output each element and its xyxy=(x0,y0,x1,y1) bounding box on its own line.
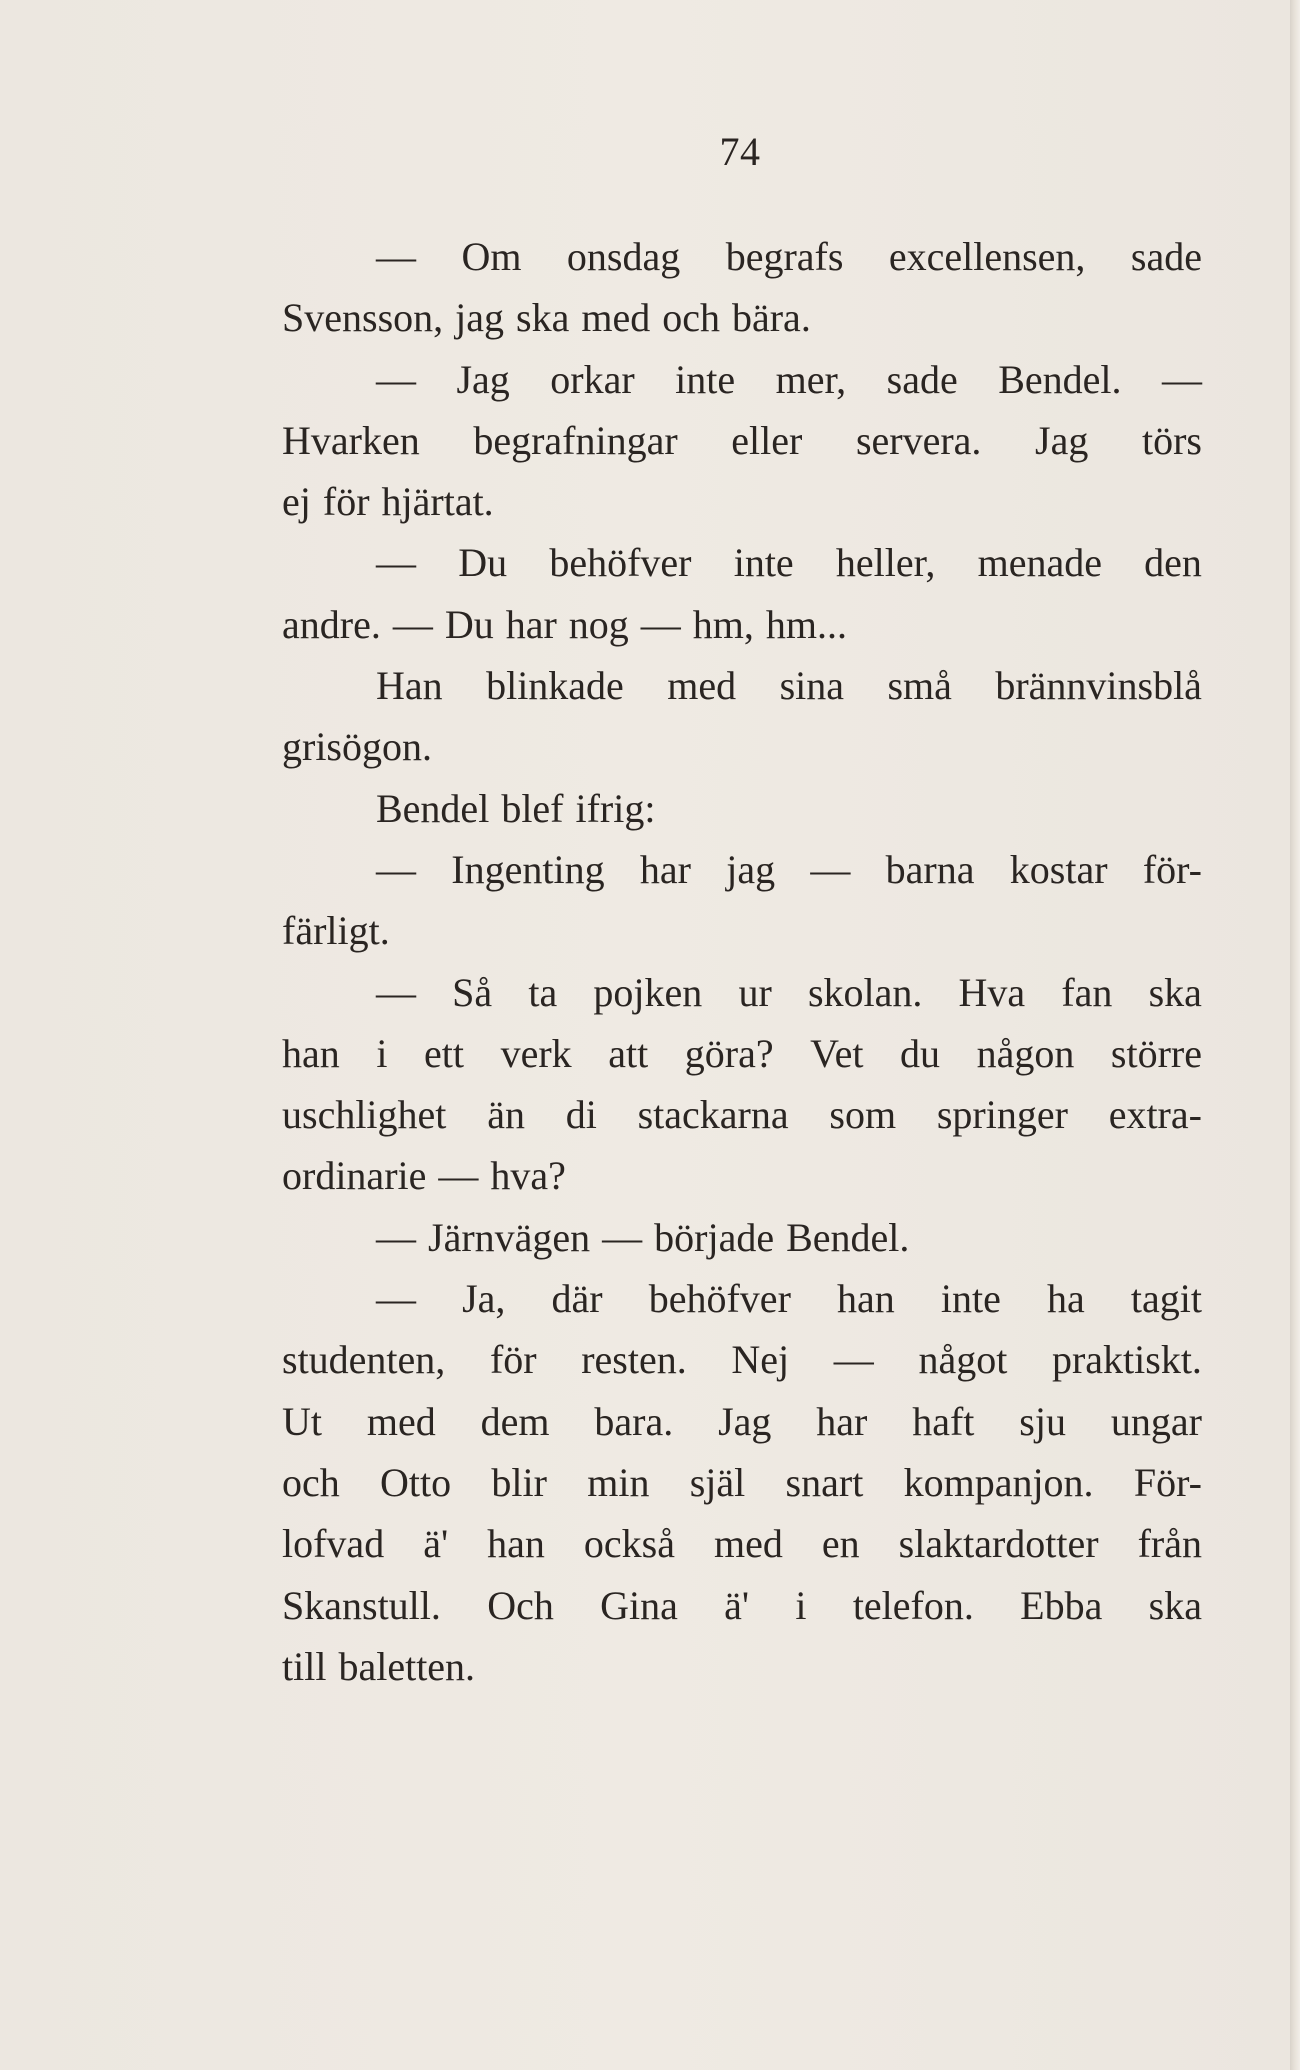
text-line: — Så ta pojken ur skolan. Hva fan ska xyxy=(376,969,1202,1015)
text-line: — Järnvägen — började Bendel. xyxy=(376,1214,910,1260)
text-line: uschlighet än di stackarna som springer extra- xyxy=(282,1092,1202,1138)
text-line: färligt. xyxy=(282,908,390,954)
text-line: han i ett verk att göra? Vet du någon större xyxy=(282,1030,1202,1076)
text-line: — Ingenting har jag — barna kostar för- xyxy=(376,846,1202,892)
text-line: Bendel blef ifrig: xyxy=(376,785,656,831)
page-number: 74 xyxy=(719,129,761,174)
text-line: andre. — Du har nog — hm, hm... xyxy=(282,601,848,647)
text-line: — Ja, där behöfver han inte ha tagit xyxy=(376,1276,1202,1322)
text-line: Skanstull. Och Gina ä' i telefon. Ebba ska xyxy=(282,1582,1202,1628)
text-line: lofvad ä' han också med en slaktardotter från xyxy=(282,1521,1202,1567)
text-line: och Otto blir min själ snart kompanjon. För- xyxy=(282,1459,1202,1505)
body-text xyxy=(282,226,1202,1697)
text-line: — Du behöfver inte heller, menade den xyxy=(376,540,1202,586)
page-edge xyxy=(1290,0,1300,2070)
text-line: grisögon. xyxy=(282,724,432,770)
text-line: Hvarken begrafningar eller servera. Jag törs xyxy=(282,417,1202,463)
text-line: studenten, för resten. Nej — något praktiskt. xyxy=(282,1337,1202,1383)
text-line: — Om onsdag begrafs excellensen, sade xyxy=(376,234,1202,279)
text-line: till baletten. xyxy=(282,1643,476,1689)
text-line: Ut med dem bara. Jag har haft sju ungar xyxy=(282,1398,1202,1444)
text-line: Svensson, jag ska med och bära. xyxy=(282,295,811,341)
text-line: Han blinkade med sina små brännvinsblå xyxy=(376,663,1202,709)
text-line: ej för hjärtat. xyxy=(282,479,494,525)
text-line: — Jag orkar inte mer, sade Bendel. — xyxy=(376,356,1202,402)
text-line: ordinarie — hva? xyxy=(282,1153,566,1199)
